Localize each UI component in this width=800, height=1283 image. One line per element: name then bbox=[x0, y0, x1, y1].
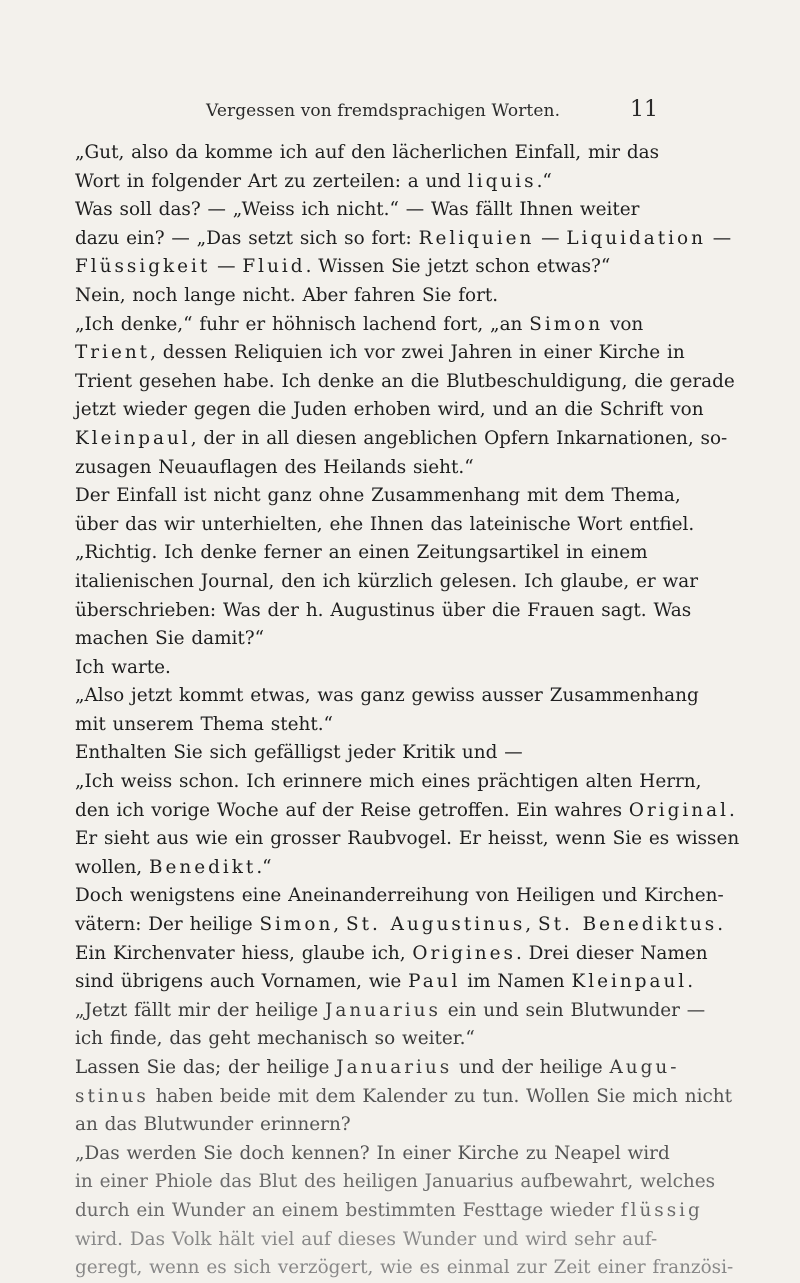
text-segment: , dessen Reliquien ich vor zwei Jahren in einer Kirche in bbox=[150, 342, 685, 364]
spaced-emphasis: Paul bbox=[408, 971, 461, 993]
text-segment: Ein Kirchenvater hiess, glaube ich, bbox=[75, 942, 413, 964]
text-line bbox=[75, 768, 702, 797]
text-line bbox=[75, 196, 675, 225]
text-segment: zusagen Neuauflagen des Heilands sieht.“ bbox=[75, 456, 474, 478]
text-line bbox=[75, 1054, 680, 1083]
text-line bbox=[75, 940, 708, 969]
text-line bbox=[75, 1254, 734, 1283]
text-segment: , bbox=[525, 914, 538, 936]
text-segment: an das Blutwunder erinnern? bbox=[75, 1114, 351, 1136]
text-segment: den ich vorige Woche auf der Reise getroffen. Ein wahres bbox=[75, 799, 629, 821]
text-segment: in einer Phiole das Blut des heiligen Januarius aufbewahrt, welches bbox=[75, 1171, 716, 1193]
text-segment: — bbox=[705, 227, 732, 249]
text-line bbox=[75, 1083, 732, 1112]
text-line bbox=[75, 511, 695, 540]
text-line bbox=[75, 854, 675, 883]
spaced-emphasis: Flüssigkeit bbox=[75, 256, 211, 278]
text-segment: Er sieht aus wie ein grosser Raubvogel. Er heisst, wenn Sie es wissen bbox=[75, 828, 740, 850]
spaced-emphasis: Benedikt bbox=[149, 856, 257, 878]
text-segment: „Jetzt fällt mir der heilige bbox=[75, 999, 325, 1021]
text-segment: Doch wenigstens eine Aneinanderreihung von Heiligen und Kirchen- bbox=[75, 885, 724, 907]
text-segment: im Namen bbox=[460, 971, 572, 993]
spaced-emphasis: liquis bbox=[467, 170, 537, 192]
text-segment: Lassen Sie das; der heilige bbox=[75, 1057, 337, 1078]
text-segment: von bbox=[603, 313, 644, 335]
text-line bbox=[75, 739, 675, 768]
text-segment: mit unserem Thema steht.“ bbox=[75, 713, 333, 735]
text-line bbox=[75, 625, 675, 654]
text-line bbox=[75, 311, 675, 340]
text-line bbox=[75, 711, 675, 740]
page-header bbox=[206, 97, 666, 131]
text-line bbox=[75, 139, 675, 168]
spaced-emphasis: Kleinpaul bbox=[571, 971, 688, 993]
spaced-emphasis: Simon bbox=[529, 313, 604, 335]
text-segment: Enthalten Sie sich gefälligst jeder Kritik und — bbox=[75, 742, 523, 764]
text-segment: , bbox=[333, 914, 346, 936]
text-segment: Der Einfall ist nicht ganz ohne Zusammenhang mit dem Thema, bbox=[75, 485, 681, 507]
spaced-emphasis: St. Benediktus bbox=[537, 914, 718, 936]
text-segment: „Gut, also da komme ich auf den lächerlichen Einfall, mir das bbox=[75, 142, 660, 163]
text-segment: dazu ein? — „Das setzt sich so fort: bbox=[75, 227, 419, 249]
text-segment: „Ich weiss schon. Ich erinnere mich eines prächtigen alten Herrn, bbox=[75, 771, 702, 793]
text-segment: und der heilige bbox=[452, 1057, 610, 1078]
text-segment: geregt, wenn es sich verzögert, wie es einmal zur Zeit einer französi- bbox=[75, 1257, 734, 1279]
text-segment: wollen, bbox=[75, 856, 149, 878]
text-segment: wird. Das Volk hält viel auf dieses Wunder und wird sehr auf- bbox=[75, 1228, 658, 1250]
text-segment: . Wissen Sie jetzt schon etwas?“ bbox=[305, 256, 611, 278]
text-line bbox=[75, 997, 706, 1026]
spaced-emphasis: Trient bbox=[75, 342, 151, 364]
text-segment: machen Sie damit?“ bbox=[75, 628, 265, 650]
running-title: Vergessen von fremdsprachigen Worten. bbox=[206, 101, 561, 121]
text-segment: Nein, noch lange nicht. Aber fahren Sie fort. bbox=[75, 284, 499, 306]
text-segment: , der in all diesen angeblichen Opfern Inkarnationen, so- bbox=[190, 427, 728, 449]
text-segment: Ich warte. bbox=[75, 656, 171, 678]
text-segment: „Das werden Sie doch kennen? In einer Kirche zu Neapel wird bbox=[75, 1142, 670, 1164]
text-line bbox=[75, 1025, 675, 1054]
text-line bbox=[75, 1197, 703, 1226]
text-line bbox=[75, 339, 685, 368]
text-line bbox=[75, 1140, 675, 1169]
text-line bbox=[75, 1168, 716, 1197]
text-segment: „Richtig. Ich denke ferner an einen Zeitungsartikel in einem bbox=[75, 542, 648, 564]
text-line bbox=[75, 482, 681, 511]
spaced-emphasis: Januarius bbox=[336, 1057, 453, 1078]
text-line bbox=[75, 368, 735, 397]
text-segment: . bbox=[729, 799, 735, 821]
spaced-emphasis: Fluid bbox=[242, 256, 306, 278]
text-segment: durch ein Wunder an einem bestimmten Festtage wieder bbox=[75, 1199, 621, 1221]
text-segment: . bbox=[687, 971, 694, 993]
text-segment: ein und sein Blutwunder — bbox=[440, 999, 706, 1021]
spaced-emphasis: Original bbox=[628, 799, 729, 821]
text-segment: Trient gesehen habe. Ich denke an die Blutbeschuldigung, die gerade bbox=[75, 370, 735, 392]
spaced-emphasis: Liquidation bbox=[566, 227, 706, 249]
text-segment: vätern: Der heilige bbox=[75, 914, 260, 936]
text-line bbox=[75, 882, 724, 911]
text-line bbox=[75, 1111, 675, 1140]
text-segment: „Also jetzt kommt etwas, was ganz gewiss ausser Zusammenhang bbox=[75, 685, 699, 707]
text-line bbox=[75, 1226, 675, 1255]
text-segment: ich finde, das geht mechanisch so weiter.“ bbox=[75, 1028, 475, 1050]
spaced-emphasis: stinus bbox=[75, 1085, 149, 1107]
text-line bbox=[75, 911, 724, 940]
text-segment: sind übrigens auch Vornamen, wie bbox=[75, 971, 409, 993]
text-segment: .“ bbox=[256, 856, 272, 878]
text-segment: — bbox=[534, 227, 567, 249]
body-text bbox=[75, 139, 740, 1283]
text-segment: jetzt wieder gegen die Juden erhoben wird, und an die Schrift von bbox=[75, 399, 704, 421]
text-segment: Was soll das? — „Weiss ich nicht.“ — Was fällt Ihnen weiter bbox=[75, 199, 640, 221]
text-segment: über das wir unterhielten, ehe Ihnen das lateinische Wort entfiel. bbox=[75, 513, 695, 535]
spaced-emphasis: St. Augustinus bbox=[346, 914, 526, 936]
text-line bbox=[75, 454, 675, 483]
text-line bbox=[75, 253, 675, 282]
text-line bbox=[75, 825, 740, 854]
text-line bbox=[75, 568, 699, 597]
text-segment: .“ bbox=[536, 170, 552, 192]
spaced-emphasis: Simon bbox=[259, 914, 334, 936]
text-segment: überschrieben: Was der h. Augustinus über die Frauen sagt. Was bbox=[75, 599, 692, 621]
spaced-emphasis: Kleinpaul bbox=[75, 427, 191, 449]
text-line bbox=[75, 225, 732, 254]
text-segment: . Drei dieser Namen bbox=[515, 942, 708, 964]
spaced-emphasis: Reliquien bbox=[418, 227, 535, 249]
text-segment: . bbox=[717, 914, 724, 936]
text-segment: italienischen Journal, den ich kürzlich gelesen. Ich glaube, er war bbox=[75, 570, 699, 592]
spaced-emphasis: Augu- bbox=[609, 1057, 680, 1078]
text-line bbox=[75, 168, 675, 197]
text-line bbox=[75, 539, 675, 568]
text-line bbox=[75, 797, 735, 826]
text-segment: „Ich denke,“ fuhr er höhnisch lachend fort, „an bbox=[75, 313, 530, 335]
spaced-emphasis: Januarius bbox=[325, 999, 441, 1021]
page-number: 11 bbox=[630, 97, 658, 122]
text-segment: Wort in folgender Art zu zerteilen: a und bbox=[75, 170, 468, 192]
text-line bbox=[75, 425, 728, 454]
text-segment: haben beide mit dem Kalender zu tun. Wollen Sie mich nicht bbox=[148, 1085, 732, 1107]
text-line bbox=[75, 396, 704, 425]
text-line bbox=[75, 682, 699, 711]
text-line bbox=[75, 654, 675, 683]
text-segment: — bbox=[210, 256, 243, 278]
text-line bbox=[75, 597, 692, 626]
text-line bbox=[75, 282, 675, 311]
text-line bbox=[75, 968, 694, 997]
spaced-emphasis: flüssig bbox=[620, 1199, 703, 1221]
spaced-emphasis: Origines bbox=[412, 942, 516, 964]
